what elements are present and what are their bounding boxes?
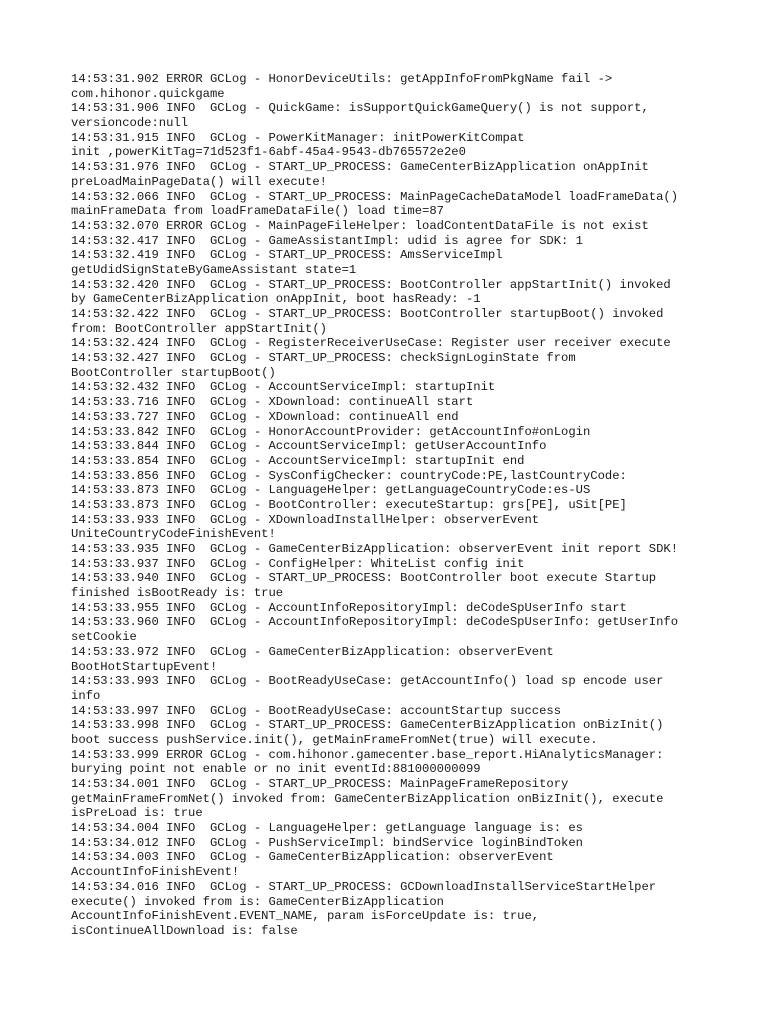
log-line: 14:53:33.856 INFO GCLog - SysConfigChecker: countryCode:PE,lastCountryCode:	[71, 468, 627, 483]
log-line: isContinueAllDownload is: false	[71, 923, 298, 938]
log-line: setCookie	[71, 630, 137, 645]
log-line: 14:53:33.716 INFO GCLog - XDownload: continueAll start	[71, 395, 474, 410]
log-line: 14:53:34.004 INFO GCLog - LanguageHelper: getLanguage language is: es	[71, 821, 583, 836]
log-line: 14:53:33.972 INFO GCLog - GameCenterBizApplication: observerEvent	[71, 644, 554, 659]
log-line: 14:53:34.003 INFO GCLog - GameCenterBizApplication: observerEvent	[71, 850, 554, 865]
log-line: 14:53:33.960 INFO GCLog - AccountInfoRepositoryImpl: deCodeSpUserInfo: getUserInfo	[71, 615, 679, 630]
log-document	[71, 72, 711, 939]
log-line: boot success pushService.init(), getMainFrameFromNet(true) will execute.	[71, 732, 598, 747]
log-line: AccountInfoFinishEvent.EVENT_NAME, param isForceUpdate is: true,	[71, 909, 540, 924]
log-line: 14:53:31.902 ERROR GCLog - HonorDeviceUtils: getAppInfoFromPkgName fail ->	[71, 72, 613, 86]
log-line: 14:53:33.933 INFO GCLog - XDownloadInstallHelper: observerEvent	[71, 512, 540, 527]
log-line: 14:53:33.854 INFO GCLog - AccountServiceImpl: startupInit end	[71, 453, 525, 468]
log-line: finished isBootReady is: true	[71, 586, 284, 601]
log-line: 14:53:32.432 INFO GCLog - AccountServiceImpl: startupInit	[71, 380, 496, 395]
log-line: 14:53:33.999 ERROR GCLog - com.hihonor.gamecenter.base_report.HiAnalyticsManager:	[71, 747, 664, 762]
log-line: 14:53:32.424 INFO GCLog - RegisterReceiverUseCase: Register user receiver execute	[71, 336, 671, 351]
log-line: 14:53:31.915 INFO GCLog - PowerKitManager: initPowerKitCompat	[71, 130, 525, 145]
log-line: info	[71, 688, 101, 703]
log-line: 14:53:32.419 INFO GCLog - START_UP_PROCESS: AmsServiceImpl	[71, 248, 503, 263]
log-line: BootController startupBoot()	[71, 365, 276, 380]
log-line: mainFrameData from loadFrameDataFile() load time=87	[71, 204, 444, 219]
log-line: 14:53:33.940 INFO GCLog - START_UP_PROCESS: BootController boot execute Startup	[71, 571, 657, 586]
log-line: 14:53:33.935 INFO GCLog - GameCenterBizApplication: observerEvent init report SDK!	[71, 542, 679, 556]
log-line: 14:53:34.012 INFO GCLog - PushServiceImpl: bindService loginBindToken	[71, 835, 583, 850]
log-line: 14:53:34.016 INFO GCLog - START_UP_PROCESS: GCDownloadInstallServiceStartHelper	[71, 879, 657, 894]
log-line: preLoadMainPageData() will execute!	[71, 174, 327, 189]
log-line: getUdidSignStateByGameAssistant state=1	[71, 262, 357, 277]
log-line: 14:53:34.001 INFO GCLog - START_UP_PROCESS: MainPageFrameRepository	[71, 777, 569, 791]
log-line: 14:53:31.976 INFO GCLog - START_UP_PROCESS: GameCenterBizApplication onAppInit	[71, 160, 649, 175]
log-line: 14:53:33.937 INFO GCLog - ConfigHelper: WhiteList config init	[71, 556, 525, 571]
log-line: 14:53:32.070 ERROR GCLog - MainPageFileHelper: loadContentDataFile is not exist	[71, 218, 649, 233]
log-line: 14:53:32.422 INFO GCLog - START_UP_PROCESS: BootController startupBoot() invoked	[71, 307, 664, 321]
log-line: 14:53:32.066 INFO GCLog - START_UP_PROCESS: MainPageCacheDataModel loadFrameData()	[71, 189, 679, 204]
log-line: BootHotStartupEvent!	[71, 659, 218, 674]
log-line: versioncode:null	[71, 116, 189, 131]
log-line: burying point not enable or no init eventId:881000000099	[71, 762, 481, 777]
log-lines	[71, 72, 711, 939]
log-line: from: BootController appStartInit()	[71, 321, 327, 336]
log-line: 14:53:32.427 INFO GCLog - START_UP_PROCESS: checkSignLoginState from	[71, 351, 576, 366]
log-line: UniteCountryCodeFinishEvent!	[71, 527, 276, 542]
log-line: 14:53:33.873 INFO GCLog - LanguageHelper: getLanguageCountryCode:es-US	[71, 483, 591, 498]
log-line: 14:53:31.906 INFO GCLog - QuickGame: isSupportQuickGameQuery() is not support,	[71, 101, 649, 116]
log-line: 14:53:33.993 INFO GCLog - BootReadyUseCase: getAccountInfo() load sp encode user	[71, 674, 664, 689]
log-line: com.hihonor.quickgame	[71, 86, 225, 101]
log-line: 14:53:33.727 INFO GCLog - XDownload: continueAll end	[71, 409, 459, 424]
log-line: 14:53:33.955 INFO GCLog - AccountInfoRepositoryImpl: deCodeSpUserInfo start	[71, 600, 627, 615]
log-line: by GameCenterBizApplication onAppInit, boot hasReady: -1	[71, 292, 481, 307]
log-line: 14:53:33.998 INFO GCLog - START_UP_PROCESS: GameCenterBizApplication onBizInit()	[71, 718, 664, 733]
log-line: 14:53:33.873 INFO GCLog - BootController: executeStartup: grs[PE], uSit[PE]	[71, 497, 627, 512]
log-line: execute() invoked from is: GameCenterBizApplication	[71, 894, 444, 909]
log-line: isPreLoad is: true	[71, 806, 203, 821]
log-line: 14:53:33.997 INFO GCLog - BootReadyUseCase: accountStartup success	[71, 703, 562, 718]
log-line: 14:53:32.417 INFO GCLog - GameAssistantImpl: udid is agree for SDK: 1	[71, 233, 583, 248]
log-line: AccountInfoFinishEvent!	[71, 865, 240, 880]
log-line: 14:53:33.844 INFO GCLog - AccountServiceImpl: getUserAccountInfo	[71, 439, 547, 454]
log-line: getMainFrameFromNet() invoked from: GameCenterBizApplication onBizInit(), execute	[71, 791, 664, 806]
log-line: init ,powerKitTag=71d523f1-6abf-45a4-9543-db765572e2e0	[71, 145, 466, 160]
log-line: 14:53:32.420 INFO GCLog - START_UP_PROCESS: BootController appStartInit() invoked	[71, 277, 671, 292]
log-line: 14:53:33.842 INFO GCLog - HonorAccountProvider: getAccountInfo#onLogin	[71, 424, 591, 439]
